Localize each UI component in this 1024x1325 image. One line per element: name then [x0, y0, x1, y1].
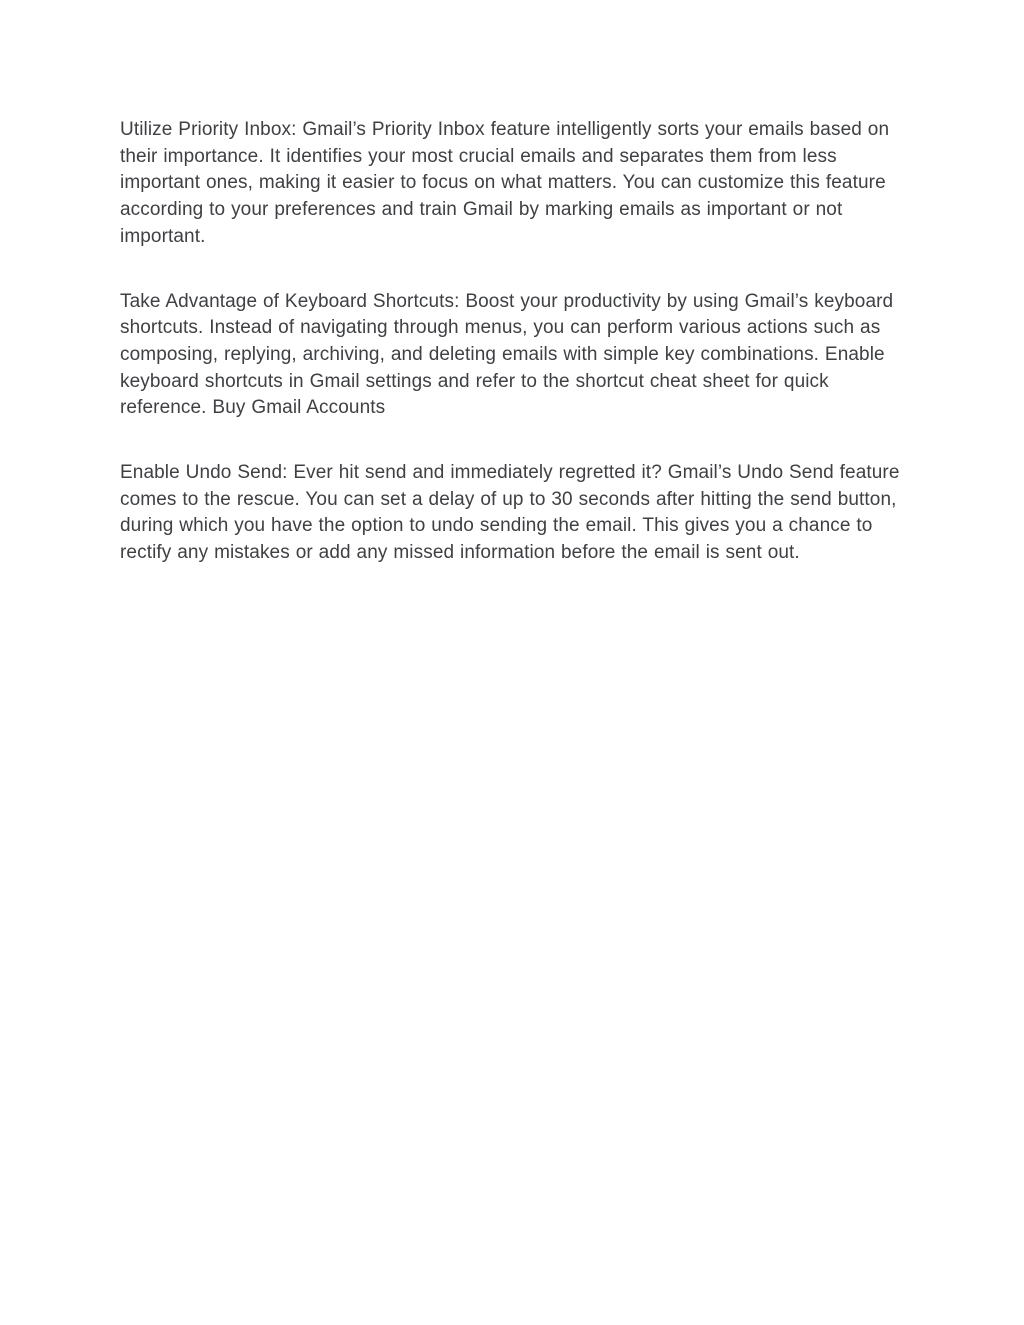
- paragraph-priority-inbox: Utilize Priority Inbox: Gmail’s Priority Inbox feature intelligently sorts your emails based on their importance. It identifies your most crucial emails and separates them from less important ones, making it easier to focus on what matters. You can customize this feature according to your preferences and train Gmail by marking emails as important or not important.: [120, 119, 890, 247]
- paragraph-undo-send: Enable Undo Send: Ever hit send and immediately regretted it? Gmail’s Undo Send feature comes to the rescue. You can set a delay of up to 30 seconds after hitting the send button, during which you have the option to undo sending the email. This gives you a chance to rectify any mistakes or add any missed information before the email is sent out.: [120, 462, 900, 564]
- paragraph-keyboard-shortcuts: Take Advantage of Keyboard Shortcuts: Boost your productivity by using Gmail’s keyboard shortcuts. Instead of navigating through menus, you can perform various actions such as composing, replying, archiving, and deleting emails with simple key combinations. Enable keyboard shortcuts in Gmail settings and refer to the shortcut cheat sheet for quick reference. Buy Gmail Accounts: [120, 290, 894, 419]
